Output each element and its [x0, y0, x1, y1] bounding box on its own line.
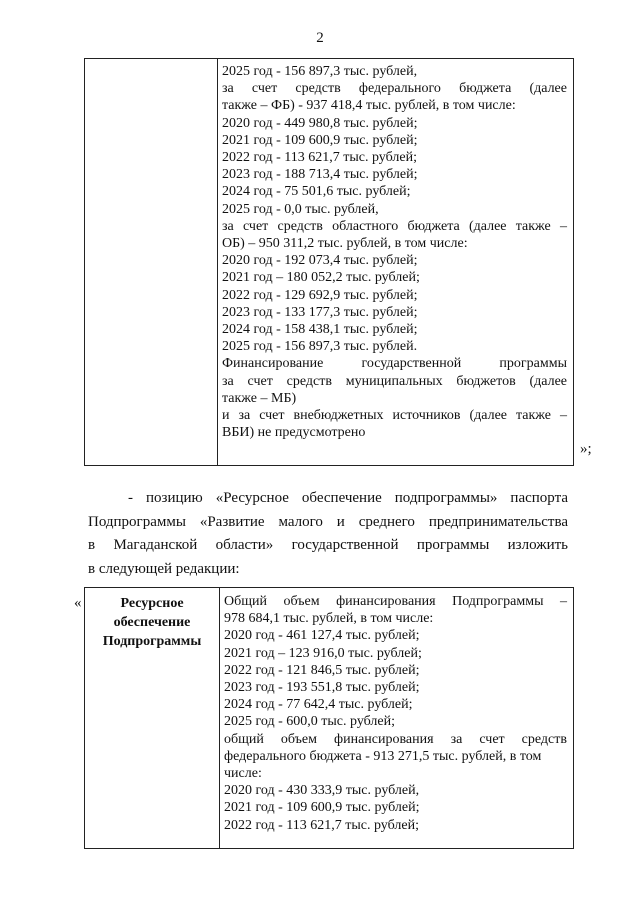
row-heading-line: Ресурсное — [120, 596, 184, 611]
table-line: за счет средств областного бюджета (далее также – — [222, 218, 567, 234]
closing-quote: »; — [580, 441, 592, 457]
table-line: 2025 год - 600,0 тыс. рублей; — [224, 714, 396, 730]
table-line: федерального бюджета - 913 271,5 тыс. рублей, в том — [224, 748, 542, 764]
table-line: 2021 год - 109 600,9 тыс. рублей; — [224, 800, 420, 816]
paragraph-line: - позицию «Ресурсное обеспечение подпрограммы» паспорта — [128, 490, 568, 506]
table-line: 2022 год - 129 692,9 тыс. рублей; — [222, 287, 418, 303]
table-line: 2024 год - 158 438,1 тыс. рублей; — [222, 322, 418, 338]
table-line: 2020 год - 430 333,9 тыс. рублей, — [224, 783, 420, 799]
page-number: 2 — [316, 30, 324, 46]
row-heading-line: обеспечение — [113, 615, 191, 630]
table-line: за счет средств федерального бюджета (далее — [222, 81, 567, 97]
table-line: 2025 год - 0,0 тыс. рублей, — [222, 201, 379, 217]
table-line: 2023 год - 133 177,3 тыс. рублей; — [222, 304, 418, 320]
row-heading-line: Подпрограммы — [102, 634, 202, 649]
table-line: 2024 год - 75 501,6 тыс. рублей; — [222, 184, 411, 200]
table-line: 2021 год - 109 600,9 тыс. рублей; — [222, 132, 418, 148]
table-line: также – МБ) — [222, 390, 297, 406]
table-line: и за счет внебюджетных источников (далее также – — [222, 408, 567, 424]
table-line: 2020 год - 449 980,8 тыс. рублей; — [222, 115, 418, 131]
table-line: также – ФБ) - 937 418,4 тыс. рублей, в том числе: — [222, 98, 516, 114]
table-line: общий объем финансирования за счет средств — [224, 731, 567, 747]
table-line: 2022 год - 121 846,5 тыс. рублей; — [224, 662, 420, 678]
table-left-cell-empty — [85, 59, 218, 466]
paragraph-line: в следующей редакции: — [88, 560, 240, 577]
table-line: 2020 год - 461 127,4 тыс. рублей; — [224, 628, 420, 644]
table-line: 2022 год - 113 621,7 тыс. рублей; — [224, 817, 419, 833]
table-line: 2021 год – 180 052,2 тыс. рублей; — [222, 270, 420, 286]
table-line: числе: — [224, 766, 262, 782]
table-line: ВБИ) не предусмотрено — [222, 425, 366, 441]
table-line: 2023 год - 188 713,4 тыс. рублей; — [222, 167, 418, 183]
table-line: 2025 год - 156 897,3 тыс. рублей. — [222, 339, 418, 355]
table-right-cell — [220, 588, 574, 849]
table-line: Финансирование государственной программы — [222, 356, 567, 372]
table-line: 2024 год - 77 642,4 тыс. рублей; — [224, 697, 413, 713]
table-line: 2020 год - 192 073,4 тыс. рублей; — [222, 253, 418, 269]
resource-table-new — [84, 587, 574, 849]
resource-table-continued — [84, 58, 574, 466]
table-line: за счет средств муниципальных бюджетов (далее — [222, 373, 567, 389]
paragraph-line: Подпрограммы «Развитие малого и среднего предпринимательства — [88, 513, 568, 530]
table-line: 2021 год – 123 916,0 тыс. рублей; — [224, 645, 422, 661]
table-line: 2022 год - 113 621,7 тыс. рублей; — [222, 150, 417, 166]
instruction-paragraph — [88, 487, 568, 581]
table-line: 978 684,1 тыс. рублей, в том числе: — [224, 611, 434, 627]
table-line: 2025 год - 156 897,3 тыс. рублей, — [222, 64, 418, 79]
table-line: Общий объем финансирования Подпрограммы – — [224, 594, 567, 609]
table-right-cell — [218, 59, 574, 466]
table-left-cell — [85, 588, 220, 849]
table-line: ОБ) – 950 311,2 тыс. рублей, в том числе: — [222, 236, 468, 252]
paragraph-line: в Магаданской области» государственной программы изложить — [88, 537, 568, 554]
opening-quote: « — [74, 595, 82, 611]
table-line: 2023 год - 193 551,8 тыс. рублей; — [224, 680, 420, 696]
